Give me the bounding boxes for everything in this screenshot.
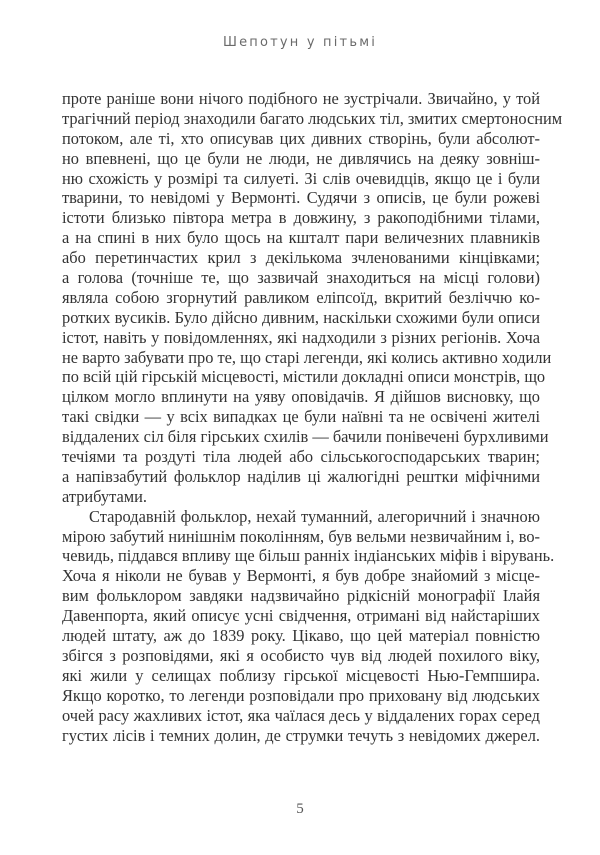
text-line: Стародавній фольклор, нехай туманний, алегоричний і значною <box>89 506 540 526</box>
text-line: збігся з розповідями, які я особисто чув від людей похилого віку, <box>62 645 540 665</box>
text-line: істот, навіть у повідомленнях, які надходили з різних регіонів. Хоча <box>62 327 540 347</box>
text-line: являла собою згорнутий равликом еліпсоїд, вкритий безліччю ко- <box>62 287 540 307</box>
text-line: ротких вусиків. Було дійсно дивним, наскільки схожими були описи <box>62 307 540 327</box>
text-line: а напівзабутий фольклор наділив ці жалюгідні рештки міфічними <box>62 466 540 486</box>
text-line: проте раніше вони нічого подібного не зустрічали. Звичайно, у той <box>62 89 540 108</box>
text-line: Хоча я ніколи не бував у Вермонті, я був добре знайомий з місце- <box>62 566 540 586</box>
page-body <box>62 89 563 745</box>
text-line: або перетинчастих крил з декількома зчленованими кінцівками; <box>62 248 540 268</box>
text-line: а на спині в них було щось на кшталт пари величезних плавників <box>62 228 540 248</box>
text-line: но впевнені, що це були не люди, не дивлячись на деяку зовніш- <box>62 148 540 168</box>
text-line: мірою забутий нинішнім поколінням, був вельми незвичайним і, во- <box>62 526 540 546</box>
text-line: ню схожість у розмірі та силуеті. Зі слів очевидців, якщо це і були <box>62 168 540 188</box>
text-line: потоком, але ті, хто описував цих дивних створінь, були абсолют- <box>62 128 540 148</box>
text-line: цілком могло вплинути на уяву оповідачів. Я дійшов висновку, що <box>62 387 540 407</box>
text-line: а голова (точніше те, що зазвичай знаходиться на місці голови) <box>62 268 540 288</box>
text-line: атрибутами. <box>62 486 147 506</box>
paragraph-2 <box>62 506 555 746</box>
text-line: Якщо коротко, то легенди розповідали про приховану від людських <box>62 685 540 705</box>
text-line: не варто забувати про те, що старі легенди, які колись активно ходили <box>62 347 552 367</box>
running-header: Шепотун у пітьмі <box>222 35 378 50</box>
text-line: чевидь, піддався впливу ще більш ранніх індіанських міфів і вірувань. <box>62 546 555 566</box>
paragraph-1 <box>62 89 563 507</box>
page-number: 5 <box>296 801 304 817</box>
text-line: віддалених сіл біля гірських схилів — бачили понівечені бурхливими <box>62 427 549 447</box>
text-line: Давенпорта, який описує усні свідчення, отримані від найстаріших <box>62 606 540 626</box>
text-line: очей расу жахливих істот, яка чаїлася десь у віддалених горах серед <box>62 705 540 725</box>
text-line: тварини, то невідомі у Вермонті. Судячи з описів, це були рожеві <box>62 188 540 208</box>
text-line: густих лісів і темних долин, де струмки течуть з невідомих джерел. <box>62 725 540 745</box>
text-line: трагічний період знаходили багато людських тіл, змитих смертоносним <box>62 108 563 128</box>
text-line: вим фольклором завдяки надзвичайно рідкісній монографії Ілайя <box>62 586 540 606</box>
text-line: які жили у селищах поблизу гірської місцевості Нью-Гемпшира. <box>62 665 540 685</box>
text-line: такі свідки — у всіх випадках це були наївні та не освічені жителі <box>62 407 540 427</box>
text-line: людей штату, аж до 1839 року. Цікаво, що цей матеріал повністю <box>62 626 540 646</box>
text-line: течіями та роздуті тіла людей або сільськогосподарських тварин; <box>62 447 540 467</box>
text-line: по всій цій гірській місцевості, містили докладні описи монстрів, що <box>62 367 546 387</box>
text-line: істоти близько півтора метра в довжину, з ракоподібними тілами, <box>62 208 540 228</box>
